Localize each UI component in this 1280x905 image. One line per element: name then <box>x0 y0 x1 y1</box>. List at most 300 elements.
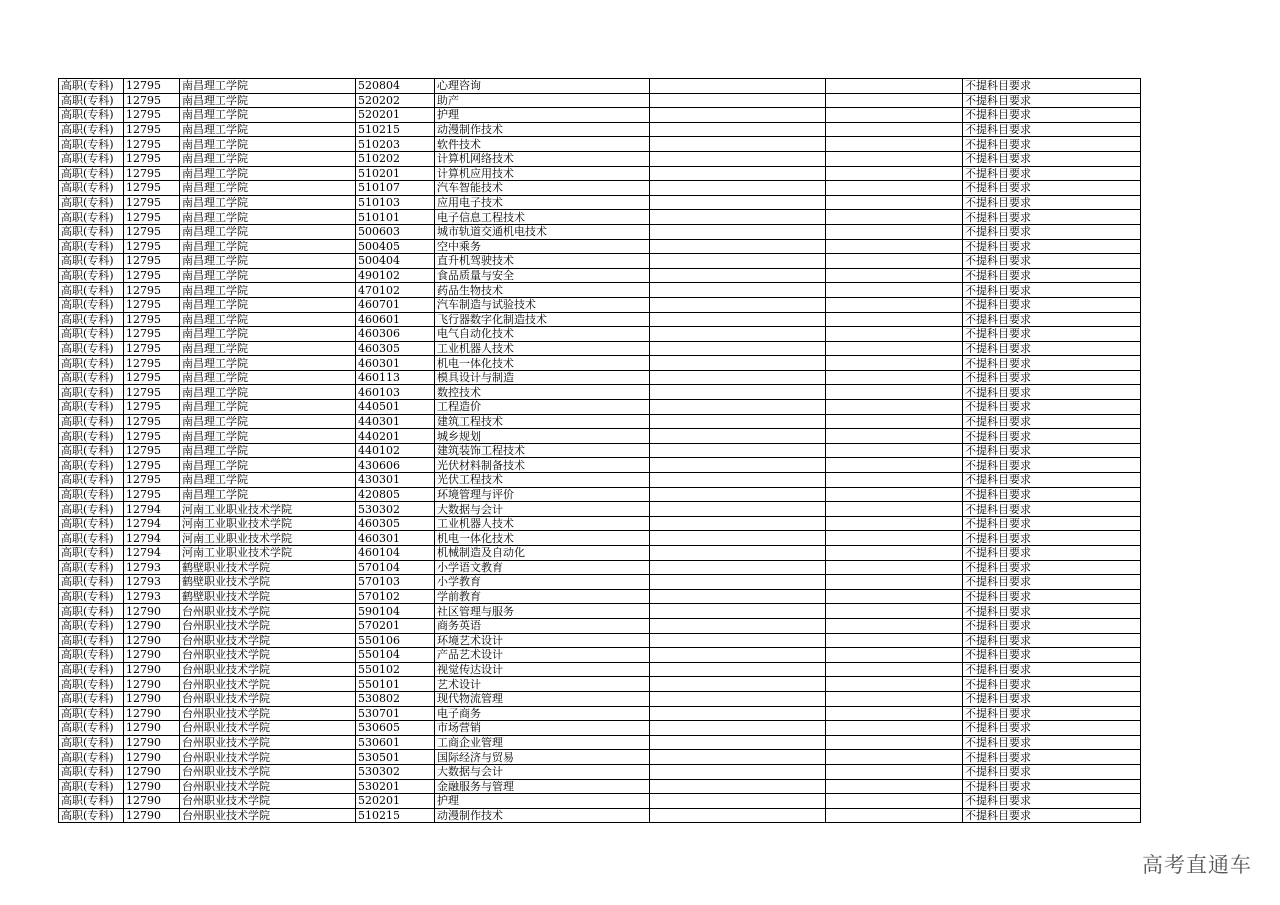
blank-cell-a <box>650 268 826 283</box>
blank-cell-b <box>826 589 963 604</box>
school-code-cell: 12795 <box>124 400 180 415</box>
major-code-cell: 510101 <box>356 210 435 225</box>
blank-cell-b <box>826 458 963 473</box>
school-code-cell: 12790 <box>124 721 180 736</box>
major-name-cell: 汽车制造与试验技术 <box>435 297 650 312</box>
school-name-cell: 河南工业职业技术学院 <box>180 531 356 546</box>
blank-cell-a <box>650 327 826 342</box>
major-name-cell: 国际经济与贸易 <box>435 750 650 765</box>
major-code-cell: 460305 <box>356 341 435 356</box>
school-name-cell: 南昌理工学院 <box>180 181 356 196</box>
subject-requirement-cell: 不提科目要求 <box>963 706 1141 721</box>
blank-cell-b <box>826 779 963 794</box>
school-name-cell: 南昌理工学院 <box>180 414 356 429</box>
major-code-cell: 510103 <box>356 195 435 210</box>
subject-requirement-cell: 不提科目要求 <box>963 487 1141 502</box>
major-code-cell: 520202 <box>356 93 435 108</box>
major-code-cell: 440201 <box>356 429 435 444</box>
school-code-cell: 12793 <box>124 560 180 575</box>
table-row <box>59 721 1141 736</box>
level-cell: 高职(专科) <box>59 531 124 546</box>
school-code-cell: 12790 <box>124 779 180 794</box>
table-row <box>59 604 1141 619</box>
school-code-cell: 12790 <box>124 604 180 619</box>
table-row <box>59 79 1141 94</box>
major-code-cell: 460113 <box>356 370 435 385</box>
enrollment-table <box>58 78 1141 823</box>
level-cell: 高职(专科) <box>59 297 124 312</box>
major-name-cell: 数控技术 <box>435 385 650 400</box>
level-cell: 高职(专科) <box>59 575 124 590</box>
school-code-cell: 12795 <box>124 93 180 108</box>
level-cell: 高职(专科) <box>59 312 124 327</box>
subject-requirement-cell: 不提科目要求 <box>963 633 1141 648</box>
blank-cell-b <box>826 721 963 736</box>
school-code-cell: 12790 <box>124 662 180 677</box>
school-name-cell: 南昌理工学院 <box>180 312 356 327</box>
subject-requirement-cell: 不提科目要求 <box>963 531 1141 546</box>
school-name-cell: 南昌理工学院 <box>180 341 356 356</box>
table-body <box>59 79 1141 823</box>
table-row <box>59 195 1141 210</box>
school-name-cell: 台州职业技术学院 <box>180 662 356 677</box>
blank-cell-b <box>826 385 963 400</box>
subject-requirement-cell: 不提科目要求 <box>963 429 1141 444</box>
school-name-cell: 鹤壁职业技术学院 <box>180 589 356 604</box>
school-code-cell: 12790 <box>124 764 180 779</box>
blank-cell-b <box>826 546 963 561</box>
major-code-cell: 590104 <box>356 604 435 619</box>
blank-cell-a <box>650 122 826 137</box>
blank-cell-b <box>826 122 963 137</box>
level-cell: 高职(专科) <box>59 677 124 692</box>
level-cell: 高职(专科) <box>59 648 124 663</box>
blank-cell-a <box>650 633 826 648</box>
major-code-cell: 570102 <box>356 589 435 604</box>
table-row <box>59 633 1141 648</box>
blank-cell-b <box>826 268 963 283</box>
table-row <box>59 502 1141 517</box>
school-name-cell: 台州职业技术学院 <box>180 721 356 736</box>
subject-requirement-cell: 不提科目要求 <box>963 560 1141 575</box>
school-name-cell: 南昌理工学院 <box>180 327 356 342</box>
level-cell: 高职(专科) <box>59 706 124 721</box>
level-cell: 高职(专科) <box>59 487 124 502</box>
subject-requirement-cell: 不提科目要求 <box>963 502 1141 517</box>
level-cell: 高职(专科) <box>59 137 124 152</box>
table-row <box>59 618 1141 633</box>
subject-requirement-cell: 不提科目要求 <box>963 414 1141 429</box>
level-cell: 高职(专科) <box>59 166 124 181</box>
subject-requirement-cell: 不提科目要求 <box>963 254 1141 269</box>
school-name-cell: 南昌理工学院 <box>180 268 356 283</box>
major-code-cell: 510107 <box>356 181 435 196</box>
subject-requirement-cell: 不提科目要求 <box>963 400 1141 415</box>
school-code-cell: 12795 <box>124 151 180 166</box>
major-name-cell: 学前教育 <box>435 589 650 604</box>
subject-requirement-cell: 不提科目要求 <box>963 297 1141 312</box>
blank-cell-b <box>826 151 963 166</box>
table-row <box>59 137 1141 152</box>
major-code-cell: 530802 <box>356 691 435 706</box>
table-row <box>59 677 1141 692</box>
major-code-cell: 430301 <box>356 473 435 488</box>
table-row <box>59 210 1141 225</box>
subject-requirement-cell: 不提科目要求 <box>963 166 1141 181</box>
blank-cell-a <box>650 677 826 692</box>
level-cell: 高职(专科) <box>59 400 124 415</box>
major-code-cell: 510201 <box>356 166 435 181</box>
school-name-cell: 河南工业职业技术学院 <box>180 546 356 561</box>
major-name-cell: 食品质量与安全 <box>435 268 650 283</box>
level-cell: 高职(专科) <box>59 327 124 342</box>
level-cell: 高职(专科) <box>59 618 124 633</box>
subject-requirement-cell: 不提科目要求 <box>963 764 1141 779</box>
blank-cell-a <box>650 341 826 356</box>
school-name-cell: 南昌理工学院 <box>180 122 356 137</box>
school-name-cell: 台州职业技术学院 <box>180 691 356 706</box>
table-row <box>59 443 1141 458</box>
blank-cell-a <box>650 356 826 371</box>
blank-cell-a <box>650 137 826 152</box>
watermark-text: 高考直通车 <box>1142 853 1252 877</box>
blank-cell-b <box>826 181 963 196</box>
school-code-cell: 12794 <box>124 502 180 517</box>
blank-cell-a <box>650 750 826 765</box>
blank-cell-a <box>650 473 826 488</box>
major-name-cell: 金融服务与管理 <box>435 779 650 794</box>
major-code-cell: 530201 <box>356 779 435 794</box>
major-code-cell: 520201 <box>356 108 435 123</box>
blank-cell-a <box>650 604 826 619</box>
subject-requirement-cell: 不提科目要求 <box>963 122 1141 137</box>
major-name-cell: 商务英语 <box>435 618 650 633</box>
blank-cell-a <box>650 283 826 298</box>
school-name-cell: 台州职业技术学院 <box>180 604 356 619</box>
level-cell: 高职(专科) <box>59 93 124 108</box>
major-code-cell: 420805 <box>356 487 435 502</box>
table-row <box>59 122 1141 137</box>
table-row <box>59 356 1141 371</box>
school-name-cell: 台州职业技术学院 <box>180 735 356 750</box>
subject-requirement-cell: 不提科目要求 <box>963 662 1141 677</box>
major-code-cell: 470102 <box>356 283 435 298</box>
subject-requirement-cell: 不提科目要求 <box>963 750 1141 765</box>
blank-cell-b <box>826 224 963 239</box>
school-code-cell: 12795 <box>124 429 180 444</box>
major-code-cell: 530605 <box>356 721 435 736</box>
blank-cell-a <box>650 239 826 254</box>
blank-cell-b <box>826 794 963 809</box>
school-code-cell: 12790 <box>124 794 180 809</box>
blank-cell-b <box>826 575 963 590</box>
blank-cell-b <box>826 604 963 619</box>
school-name-cell: 南昌理工学院 <box>180 297 356 312</box>
major-name-cell: 建筑工程技术 <box>435 414 650 429</box>
subject-requirement-cell: 不提科目要求 <box>963 516 1141 531</box>
major-code-cell: 460701 <box>356 297 435 312</box>
table-row <box>59 648 1141 663</box>
major-code-cell: 570103 <box>356 575 435 590</box>
school-name-cell: 台州职业技术学院 <box>180 706 356 721</box>
school-code-cell: 12790 <box>124 633 180 648</box>
level-cell: 高职(专科) <box>59 662 124 677</box>
major-code-cell: 430606 <box>356 458 435 473</box>
blank-cell-a <box>650 79 826 94</box>
school-name-cell: 南昌理工学院 <box>180 473 356 488</box>
major-name-cell: 电子商务 <box>435 706 650 721</box>
major-name-cell: 软件技术 <box>435 137 650 152</box>
blank-cell-a <box>650 370 826 385</box>
major-code-cell: 530501 <box>356 750 435 765</box>
major-name-cell: 环境艺术设计 <box>435 633 650 648</box>
level-cell: 高职(专科) <box>59 604 124 619</box>
blank-cell-b <box>826 400 963 415</box>
major-name-cell: 小学教育 <box>435 575 650 590</box>
school-code-cell: 12795 <box>124 341 180 356</box>
school-code-cell: 12790 <box>124 618 180 633</box>
blank-cell-a <box>650 443 826 458</box>
major-code-cell: 570201 <box>356 618 435 633</box>
blank-cell-a <box>650 662 826 677</box>
blank-cell-a <box>650 546 826 561</box>
subject-requirement-cell: 不提科目要求 <box>963 808 1141 823</box>
level-cell: 高职(专科) <box>59 341 124 356</box>
level-cell: 高职(专科) <box>59 633 124 648</box>
major-name-cell: 动漫制作技术 <box>435 122 650 137</box>
major-name-cell: 计算机应用技术 <box>435 166 650 181</box>
table-row <box>59 735 1141 750</box>
school-code-cell: 12795 <box>124 268 180 283</box>
level-cell: 高职(专科) <box>59 779 124 794</box>
subject-requirement-cell: 不提科目要求 <box>963 312 1141 327</box>
school-name-cell: 南昌理工学院 <box>180 385 356 400</box>
blank-cell-a <box>650 93 826 108</box>
subject-requirement-cell: 不提科目要求 <box>963 604 1141 619</box>
school-code-cell: 12795 <box>124 443 180 458</box>
level-cell: 高职(专科) <box>59 210 124 225</box>
school-name-cell: 南昌理工学院 <box>180 487 356 502</box>
major-name-cell: 城市轨道交通机电技术 <box>435 224 650 239</box>
major-code-cell: 460306 <box>356 327 435 342</box>
table-row <box>59 108 1141 123</box>
school-code-cell: 12795 <box>124 122 180 137</box>
level-cell: 高职(专科) <box>59 254 124 269</box>
major-name-cell: 动漫制作技术 <box>435 808 650 823</box>
blank-cell-b <box>826 443 963 458</box>
blank-cell-a <box>650 735 826 750</box>
major-code-cell: 530701 <box>356 706 435 721</box>
subject-requirement-cell: 不提科目要求 <box>963 443 1141 458</box>
table-row <box>59 560 1141 575</box>
major-name-cell: 光伏材料制备技术 <box>435 458 650 473</box>
blank-cell-b <box>826 691 963 706</box>
major-code-cell: 550106 <box>356 633 435 648</box>
table-row <box>59 224 1141 239</box>
level-cell: 高职(专科) <box>59 794 124 809</box>
level-cell: 高职(专科) <box>59 502 124 517</box>
blank-cell-b <box>826 137 963 152</box>
subject-requirement-cell: 不提科目要求 <box>963 735 1141 750</box>
major-code-cell: 510215 <box>356 808 435 823</box>
subject-requirement-cell: 不提科目要求 <box>963 210 1141 225</box>
blank-cell-b <box>826 93 963 108</box>
table-row <box>59 691 1141 706</box>
major-name-cell: 产品艺术设计 <box>435 648 650 663</box>
major-name-cell: 护理 <box>435 794 650 809</box>
major-code-cell: 460305 <box>356 516 435 531</box>
school-code-cell: 12794 <box>124 546 180 561</box>
major-name-cell: 药品生物技术 <box>435 283 650 298</box>
subject-requirement-cell: 不提科目要求 <box>963 677 1141 692</box>
blank-cell-b <box>826 341 963 356</box>
subject-requirement-cell: 不提科目要求 <box>963 721 1141 736</box>
blank-cell-b <box>826 735 963 750</box>
major-name-cell: 大数据与会计 <box>435 764 650 779</box>
level-cell: 高职(专科) <box>59 195 124 210</box>
school-name-cell: 南昌理工学院 <box>180 79 356 94</box>
school-code-cell: 12795 <box>124 385 180 400</box>
level-cell: 高职(专科) <box>59 429 124 444</box>
blank-cell-b <box>826 195 963 210</box>
blank-cell-a <box>650 560 826 575</box>
subject-requirement-cell: 不提科目要求 <box>963 108 1141 123</box>
school-name-cell: 台州职业技术学院 <box>180 648 356 663</box>
blank-cell-a <box>650 195 826 210</box>
school-code-cell: 12795 <box>124 239 180 254</box>
blank-cell-b <box>826 254 963 269</box>
major-name-cell: 汽车智能技术 <box>435 181 650 196</box>
table-row <box>59 531 1141 546</box>
school-code-cell: 12795 <box>124 458 180 473</box>
table-row <box>59 93 1141 108</box>
major-code-cell: 570104 <box>356 560 435 575</box>
blank-cell-a <box>650 181 826 196</box>
table-row <box>59 429 1141 444</box>
school-code-cell: 12790 <box>124 808 180 823</box>
major-name-cell: 工程造价 <box>435 400 650 415</box>
school-code-cell: 12795 <box>124 283 180 298</box>
major-name-cell: 市场营销 <box>435 721 650 736</box>
blank-cell-a <box>650 691 826 706</box>
school-name-cell: 台州职业技术学院 <box>180 764 356 779</box>
blank-cell-a <box>650 516 826 531</box>
school-name-cell: 南昌理工学院 <box>180 166 356 181</box>
major-name-cell: 大数据与会计 <box>435 502 650 517</box>
level-cell: 高职(专科) <box>59 808 124 823</box>
level-cell: 高职(专科) <box>59 356 124 371</box>
major-code-cell: 500405 <box>356 239 435 254</box>
major-code-cell: 500404 <box>356 254 435 269</box>
level-cell: 高职(专科) <box>59 458 124 473</box>
major-name-cell: 工业机器人技术 <box>435 516 650 531</box>
major-code-cell: 550104 <box>356 648 435 663</box>
major-name-cell: 建筑装饰工程技术 <box>435 443 650 458</box>
school-code-cell: 12790 <box>124 677 180 692</box>
major-code-cell: 510215 <box>356 122 435 137</box>
level-cell: 高职(专科) <box>59 546 124 561</box>
major-code-cell: 460601 <box>356 312 435 327</box>
school-code-cell: 12795 <box>124 166 180 181</box>
subject-requirement-cell: 不提科目要求 <box>963 181 1141 196</box>
blank-cell-a <box>650 648 826 663</box>
school-name-cell: 南昌理工学院 <box>180 254 356 269</box>
level-cell: 高职(专科) <box>59 224 124 239</box>
subject-requirement-cell: 不提科目要求 <box>963 546 1141 561</box>
table-row <box>59 166 1141 181</box>
major-name-cell: 电气自动化技术 <box>435 327 650 342</box>
level-cell: 高职(专科) <box>59 79 124 94</box>
school-code-cell: 12793 <box>124 575 180 590</box>
school-code-cell: 12795 <box>124 137 180 152</box>
blank-cell-b <box>826 648 963 663</box>
table-row <box>59 283 1141 298</box>
school-code-cell: 12795 <box>124 79 180 94</box>
blank-cell-b <box>826 808 963 823</box>
major-name-cell: 计算机网络技术 <box>435 151 650 166</box>
major-name-cell: 视觉传达设计 <box>435 662 650 677</box>
major-code-cell: 460301 <box>356 531 435 546</box>
table-row <box>59 268 1141 283</box>
major-name-cell: 心理咨询 <box>435 79 650 94</box>
major-name-cell: 机电一体化技术 <box>435 531 650 546</box>
major-code-cell: 440501 <box>356 400 435 415</box>
subject-requirement-cell: 不提科目要求 <box>963 137 1141 152</box>
level-cell: 高职(专科) <box>59 589 124 604</box>
school-name-cell: 台州职业技术学院 <box>180 618 356 633</box>
subject-requirement-cell: 不提科目要求 <box>963 648 1141 663</box>
level-cell: 高职(专科) <box>59 414 124 429</box>
school-name-cell: 南昌理工学院 <box>180 224 356 239</box>
table-row <box>59 254 1141 269</box>
blank-cell-a <box>650 297 826 312</box>
school-code-cell: 12790 <box>124 750 180 765</box>
subject-requirement-cell: 不提科目要求 <box>963 341 1141 356</box>
blank-cell-b <box>826 429 963 444</box>
subject-requirement-cell: 不提科目要求 <box>963 779 1141 794</box>
blank-cell-a <box>650 764 826 779</box>
blank-cell-b <box>826 750 963 765</box>
blank-cell-a <box>650 166 826 181</box>
major-name-cell: 电子信息工程技术 <box>435 210 650 225</box>
blank-cell-a <box>650 108 826 123</box>
blank-cell-b <box>826 764 963 779</box>
level-cell: 高职(专科) <box>59 691 124 706</box>
blank-cell-a <box>650 618 826 633</box>
blank-cell-a <box>650 254 826 269</box>
blank-cell-a <box>650 502 826 517</box>
major-code-cell: 510202 <box>356 151 435 166</box>
major-name-cell: 飞行器数字化制造技术 <box>435 312 650 327</box>
level-cell: 高职(专科) <box>59 239 124 254</box>
table-row <box>59 385 1141 400</box>
subject-requirement-cell: 不提科目要求 <box>963 458 1141 473</box>
major-name-cell: 工业机器人技术 <box>435 341 650 356</box>
subject-requirement-cell: 不提科目要求 <box>963 93 1141 108</box>
blank-cell-b <box>826 297 963 312</box>
school-code-cell: 12790 <box>124 648 180 663</box>
major-name-cell: 应用电子技术 <box>435 195 650 210</box>
blank-cell-b <box>826 370 963 385</box>
subject-requirement-cell: 不提科目要求 <box>963 589 1141 604</box>
school-code-cell: 12795 <box>124 297 180 312</box>
blank-cell-b <box>826 473 963 488</box>
level-cell: 高职(专科) <box>59 268 124 283</box>
subject-requirement-cell: 不提科目要求 <box>963 327 1141 342</box>
major-code-cell: 550101 <box>356 677 435 692</box>
table-row <box>59 473 1141 488</box>
table-row <box>59 297 1141 312</box>
